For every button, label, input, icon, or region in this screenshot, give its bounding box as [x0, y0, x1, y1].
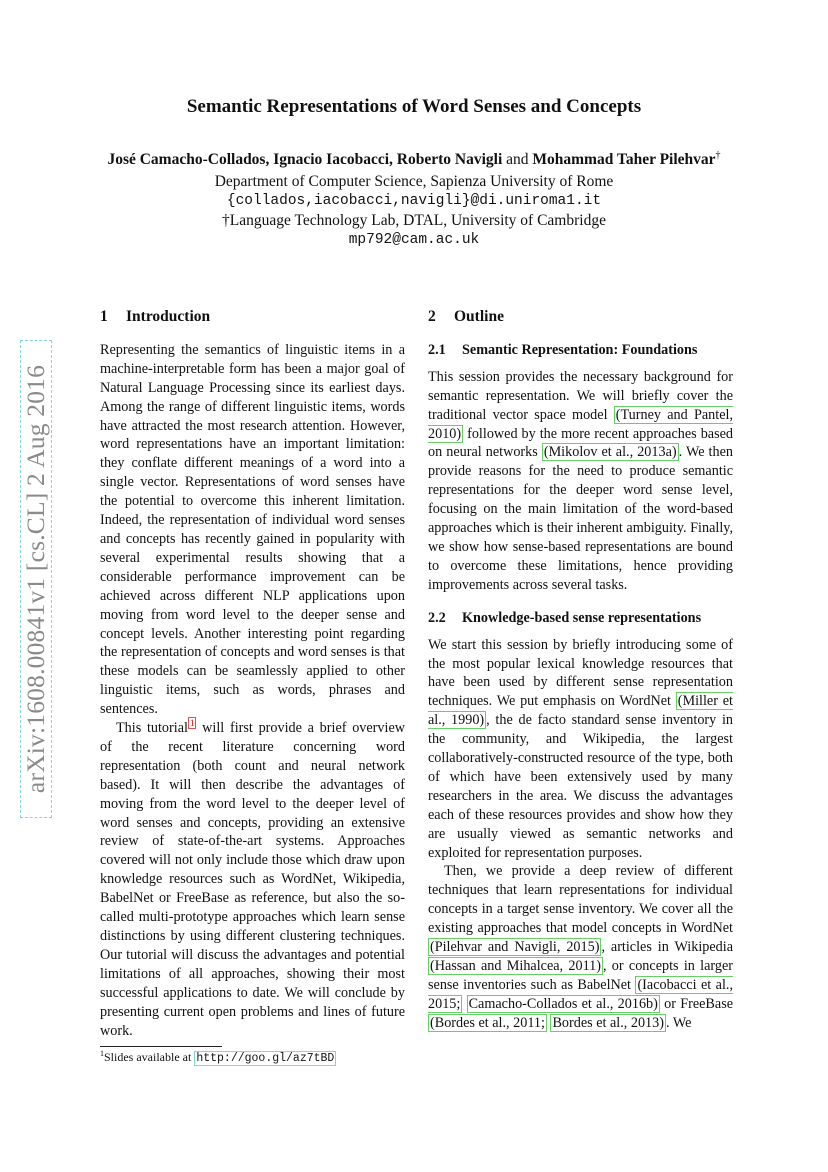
- text-span: Then, we provide a deep review of different techniques that learn representations for individual concepts in a target sense inventory. We cover all the existing approaches that model concepts in WordNet: [428, 863, 733, 937]
- authors-and: and: [506, 151, 529, 169]
- section-number: 1: [100, 308, 108, 325]
- subsection-title: Knowledge-based sense representations: [462, 609, 702, 626]
- affiliation-sapienza: Department of Computer Science, Sapienza University of Rome: [214, 173, 614, 190]
- subsection-title: Semantic Representation: Foundations: [462, 341, 698, 358]
- footnote-link[interactable]: 1: [189, 718, 195, 729]
- authors-main: José Camacho-Collados, Ignacio Iacobacci, Roberto Navigli: [107, 151, 503, 169]
- citation-link[interactable]: (Hassan and Mihalcea, 2011): [430, 958, 601, 974]
- citation-link[interactable]: (Pilehvar and Navigli, 2015): [430, 939, 600, 956]
- intro-paragraph-2: [100, 719, 405, 1040]
- section-heading-outline: [428, 308, 733, 327]
- text-span: , articles in Wikipedia: [601, 939, 733, 956]
- slides-url-link[interactable]: http://goo.gl/az7tBD: [196, 1052, 335, 1065]
- text-span: This session provides the necessary background for semantic representation. We will briefly cover the traditional vector space model: [428, 368, 733, 423]
- intro-p2-rest: will first provide a brief overview of the recent literature concerning word representation (both count and neural network based). It will then describe the advantages of moving from the word level to the deeper level of word senses and concepts, providing an extensive review of state-of-the-art systems. Approaches covered will not only include those which draw upon knowledge resources such as WordNet, Wikipedia, BabelNet or FreeBase as reference, but also the so-called multi-prototype approaches which learn sense distinctions by using different clustering techniques. Our tutorial will discuss the advantages and potential limitations of all approaches, showing their most successful applications to date. We will conclude by presenting current open problems and lines of future work.: [100, 720, 405, 1039]
- author-list: [0, 150, 828, 169]
- text-span: followed by the more recent approaches based on neural networks: [428, 425, 733, 461]
- citation-link[interactable]: (Mikolov et al., 2013a): [543, 444, 677, 461]
- knowledge-paragraph-2: [428, 862, 733, 1032]
- footnote-divider: [100, 1046, 222, 1047]
- footnote-text: Slides available at: [104, 1050, 195, 1064]
- citation-link[interactable]: (Iacobacci et al., 2015;: [428, 976, 733, 1012]
- text-span: or FreeBase: [659, 995, 734, 1012]
- citation-link[interactable]: (Bordes et al., 2011;: [430, 1014, 545, 1031]
- citation-link[interactable]: (Turney and Pantel, 2010): [428, 406, 733, 442]
- subsection-number: 2.2: [428, 609, 446, 626]
- subsection-heading-knowledge-based: [428, 609, 733, 628]
- arxiv-identifier: arXiv:1608.00841v1 [cs.CL] 2 Aug 2016: [21, 364, 50, 794]
- section-number: 2: [428, 308, 436, 325]
- left-column: [100, 308, 405, 1040]
- text-span: , or concepts in larger sense inventories such as BabelNet: [428, 958, 733, 993]
- citation-link[interactable]: Bordes et al., 2013): [552, 1014, 664, 1031]
- text-span: . We then provide reasons for the need to produce semantic representations for the deeper word sense level, focusing on the main limitation of the word-based approaches which is their inherent ambiguity. Finally, we show how sense-based representations are bound to overcome these limitations, hence providing improvements across several tasks.: [428, 444, 733, 593]
- citation-link[interactable]: (Miller et al., 1990): [428, 693, 733, 729]
- email-sapienza: {collados,iacobacci,navigli}@di.uniroma1.it: [226, 193, 602, 209]
- paper-title: Semantic Representations of Word Senses and Concepts: [186, 96, 642, 117]
- section-heading-introduction: [100, 308, 405, 327]
- text-span: We start this session by briefly introducing some of the most popular lexical knowledge resources that have been used by different sense representation techniques. We put emphasis on WordNet: [428, 636, 733, 710]
- authors-last: Mohammad Taher Pilehvar: [532, 151, 716, 169]
- text-span: . We: [665, 1014, 692, 1031]
- right-column: [428, 308, 733, 1033]
- section-title: Outline: [454, 308, 504, 325]
- text-span: , the de facto standard sense inventory in the community, and Wikipedia, the largest collaboratively-constructed resource of the type, both of which have been extensively used by many researchers in the area. We discuss the advantages each of these resources provides and show how they are usually viewed as semantic networks and exploited for representation purposes.: [428, 712, 734, 861]
- knowledge-paragraph-1: [428, 636, 733, 863]
- intro-p2-start: This tutorial: [116, 720, 188, 737]
- footnote-number: 1: [100, 1049, 104, 1058]
- arxiv-identifier-stamp: [20, 340, 52, 818]
- foundations-paragraph: [428, 368, 733, 595]
- email-cambridge: mp792@cam.ac.uk: [348, 232, 480, 248]
- author-dagger: †: [715, 150, 721, 161]
- footnote: [100, 1049, 336, 1065]
- subsection-heading-foundations: [428, 341, 733, 360]
- section-title: Introduction: [126, 308, 211, 325]
- intro-paragraph-1: Representing the semantics of linguistic items in a machine-interpretable form has been a major goal of Natural Language Processing since its earliest days. Among the range of different linguistic items, words have attracted the most research attention. However, word representations have an important limitation: they conflate different meanings of a word into a single vector. Representations of word senses have the potential to overcome this inherent limitation. Indeed, the representation of individual word senses and concepts has recently gained in popularity with several experimental results showing that a considerable performance improvement can be achieved across different NLP applications upon moving from word level to the deeper sense and concept levels. Another interesting point regarding the representation of concepts and word senses is that these models can be seamlessly applied to other linguistic items, such as words, phrases and sentences.: [100, 341, 405, 718]
- citation-link[interactable]: Camacho-Collados et al., 2016b): [468, 995, 658, 1012]
- affiliation-cambridge: †Language Technology Lab, DTAL, University of Cambridge: [222, 212, 606, 229]
- subsection-number: 2.1: [428, 341, 446, 358]
